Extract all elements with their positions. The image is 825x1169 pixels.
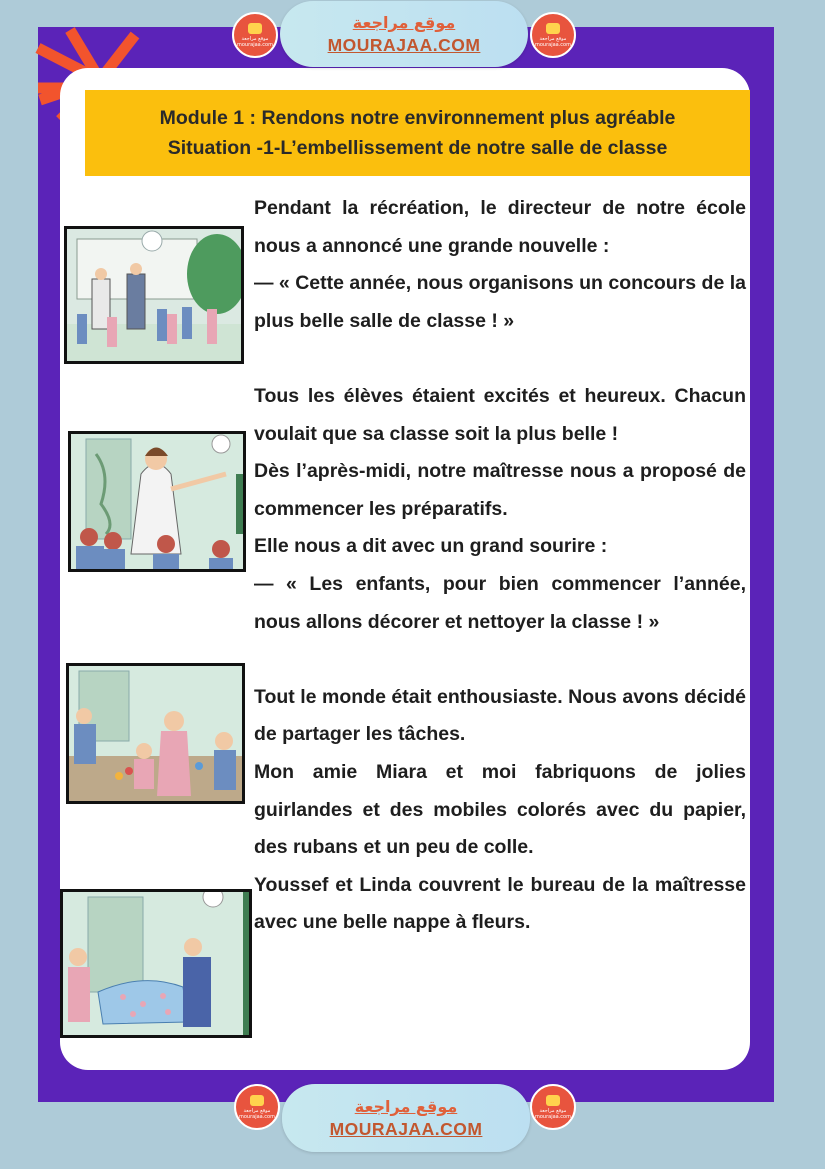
logo-icon[interactable]: موقع مراجعة mourajaa.com	[530, 1084, 576, 1130]
paragraph: Tout le monde était enthousiaste. Nous avons décidé de partager les tâches.	[254, 685, 746, 746]
illustration-decorating-class	[66, 663, 245, 804]
footer-site-badge[interactable]	[282, 1084, 530, 1152]
footer-site-link[interactable]: MOURAJAA.COM	[329, 1119, 483, 1139]
title-banner	[85, 90, 750, 176]
header-site-badge[interactable]	[280, 1, 528, 67]
situation-title: Situation -1-L’embellissement de notre salle de classe	[167, 137, 668, 159]
header-arabic-link[interactable]: موقع مراجعة	[352, 13, 456, 32]
logo-icon[interactable]: موقع مراجعة mourajaa.com	[234, 1084, 280, 1130]
module-title: Module 1 : Rendons notre environnement plus agréable	[159, 107, 676, 129]
illustration-tablecloth	[60, 889, 252, 1038]
paragraph: Elle nous a dit avec un grand sourire :	[254, 535, 608, 558]
paragraph: Youssef et Linda couvrent le bureau de la maîtresse avec une belle nappe à fleurs.	[254, 873, 746, 934]
paragraph: Tous les élèves étaient excités et heureux. Chacun voulait que sa classe soit la plus belle !	[254, 384, 746, 445]
header-site-link[interactable]: MOURAJAA.COM	[327, 35, 481, 55]
logo-icon[interactable]: موقع مراجعة mourajaa.com	[530, 12, 576, 58]
paragraph: Dès l’après-midi, notre maîtresse nous a proposé de commencer les préparatifs.	[254, 460, 746, 520]
logo-icon[interactable]: موقع مراجعة mourajaa.com	[232, 12, 278, 58]
paragraph: — « Cette année, nous organisons un concours de la plus belle salle de classe ! »	[254, 272, 746, 332]
paragraph: — « Les enfants, pour bien commencer l’année, nous allons décorer et nettoyer la classe ! »	[254, 572, 746, 633]
paragraph: Pendant la récréation, le directeur de notre école nous a annoncé une grande nouvelle :	[254, 197, 746, 257]
paragraph: Mon amie Miara et moi fabriquons de jolies guirlandes et des mobiles colorés avec du papier, des rubans et un peu de colle.	[254, 760, 746, 859]
illustration-director-announcement	[64, 226, 244, 364]
story-text	[254, 190, 746, 942]
footer-arabic-link[interactable]: موقع مراجعة	[354, 1097, 458, 1116]
illustration-teacher	[68, 431, 246, 572]
